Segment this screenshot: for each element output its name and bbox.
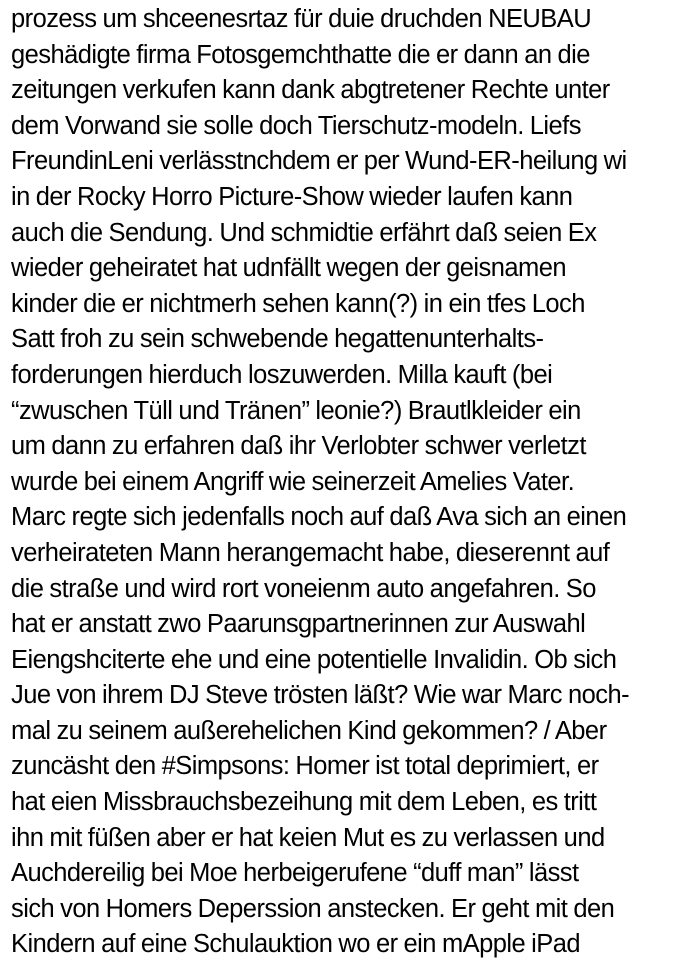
text-line-20: Jue von ihrem DJ Steve trösten läßt? Wie war Marc noch-: [11, 681, 630, 710]
text-line-6: in der Rocky Horro Picture-Show wieder laufen kann: [11, 182, 573, 211]
text-line-16: verheirateten Mann herangemacht habe, dieserennt auf: [11, 538, 610, 567]
text-line-8: wieder geheiratet hat udnfällt wegen der geisnamen: [11, 254, 566, 283]
text-line-2: geshädigte firma Fotosgemchthatte die er dann an die: [11, 40, 590, 69]
text-line-11: forderungen hierduch loszuwerden. Milla kauft (bei: [11, 360, 553, 389]
text-line-4: dem Vorwand sie solle doch Tierschutz-modeln. Liefs: [11, 111, 581, 140]
text-line-13: um dann zu erfahren daß ihr Verlobter schwer verletzt: [11, 432, 586, 461]
text-line-3: zeitungen verkufen kann dank abgtretener Rechte unter: [11, 76, 610, 105]
text-line-25: Auchdereilig bei Moe herbeigerufene “duff man” lässt: [11, 859, 579, 888]
text-line-22: zuncäsht den #Simpsons: Homer ist total deprimiert, er: [11, 752, 599, 781]
text-line-17: die straße und wird rort voneienm auto angefahren. So: [11, 574, 596, 603]
text-line-9: kinder die er nichtmerh sehen kann(?) in ein tfes Loch: [11, 289, 585, 318]
text-line-26: sich von Homers Deperssion anstecken. Er geht mit den: [11, 894, 615, 923]
text-line-19: Eiengshciterte ehe und eine potentielle Invalidin. Ob sich: [11, 645, 617, 674]
text-line-27: Kindern auf eine Schulauktion wo er ein mApple iPad: [11, 930, 580, 959]
text-line-10: Satt froh zu sein schwebende hegattenunterhalts-: [11, 325, 544, 354]
text-line-1: prozess um shceenesrtaz für duie druchden NEUBAU: [11, 5, 592, 33]
text-line-12: “zwuschen Tüll und Tränen” leonie?) Brautlkleider ein: [11, 396, 581, 425]
text-line-21: mal zu seinem außerehelichen Kind gekommen? / Aber: [11, 716, 607, 745]
text-line-14: wurde bei einem Angriff wie seinerzeit Amelies Vater.: [11, 467, 575, 496]
body-text: [11, 2, 681, 963]
text-line-15: Marc regte sich jedenfalls noch auf daß Ava sich an einen: [11, 503, 627, 532]
text-line-24: ihn mit füßen aber er hat keien Mut es zu verlassen und: [11, 823, 605, 852]
text-line-18: hat er anstatt zwo Paarunsgpartnerinnen zur Auswahl: [11, 610, 586, 639]
text-line-7: auch die Sendung. Und schmidtie erfährt daß seien Ex: [11, 218, 597, 247]
text-line-5: FreundinLeni verlässtnchdem er per Wund-ER-heilung wi: [11, 147, 627, 176]
text-line-23: hat eien Missbrauchsbezeihung mit dem Leben, es tritt: [11, 788, 597, 817]
